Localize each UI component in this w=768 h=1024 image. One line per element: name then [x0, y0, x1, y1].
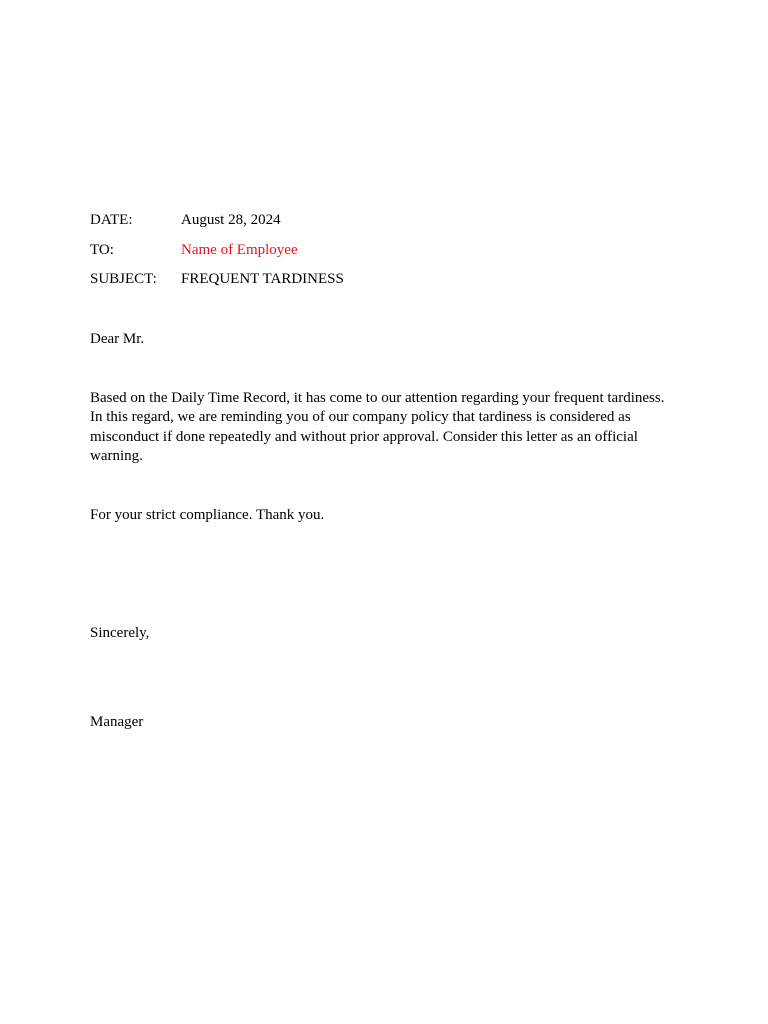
closing-line: For your strict compliance. Thank you. — [90, 507, 325, 523]
body-line: In this regard, we are reminding you of our company policy that tardiness is considered as — [90, 409, 631, 426]
body-line: misconduct if done repeatedly and without prior approval. Consider this letter as an official — [90, 428, 638, 445]
signatory: Manager — [90, 714, 144, 730]
date-label: DATE: — [90, 212, 133, 228]
to-label: TO: — [90, 242, 114, 258]
sign-off: Sincerely, — [90, 625, 150, 641]
body-paragraph — [90, 389, 690, 466]
body-line: Based on the Daily Time Record, it has come to our attention regarding your frequent tardiness. — [90, 390, 665, 406]
body-line: warning. — [90, 447, 143, 464]
subject-value: FREQUENT TARDINESS — [181, 271, 344, 287]
date-value: August 28, 2024 — [181, 212, 281, 228]
subject-label: SUBJECT: — [90, 271, 157, 287]
salutation: Dear Mr. — [90, 331, 145, 347]
recipient-placeholder: Name of Employee — [181, 242, 298, 258]
